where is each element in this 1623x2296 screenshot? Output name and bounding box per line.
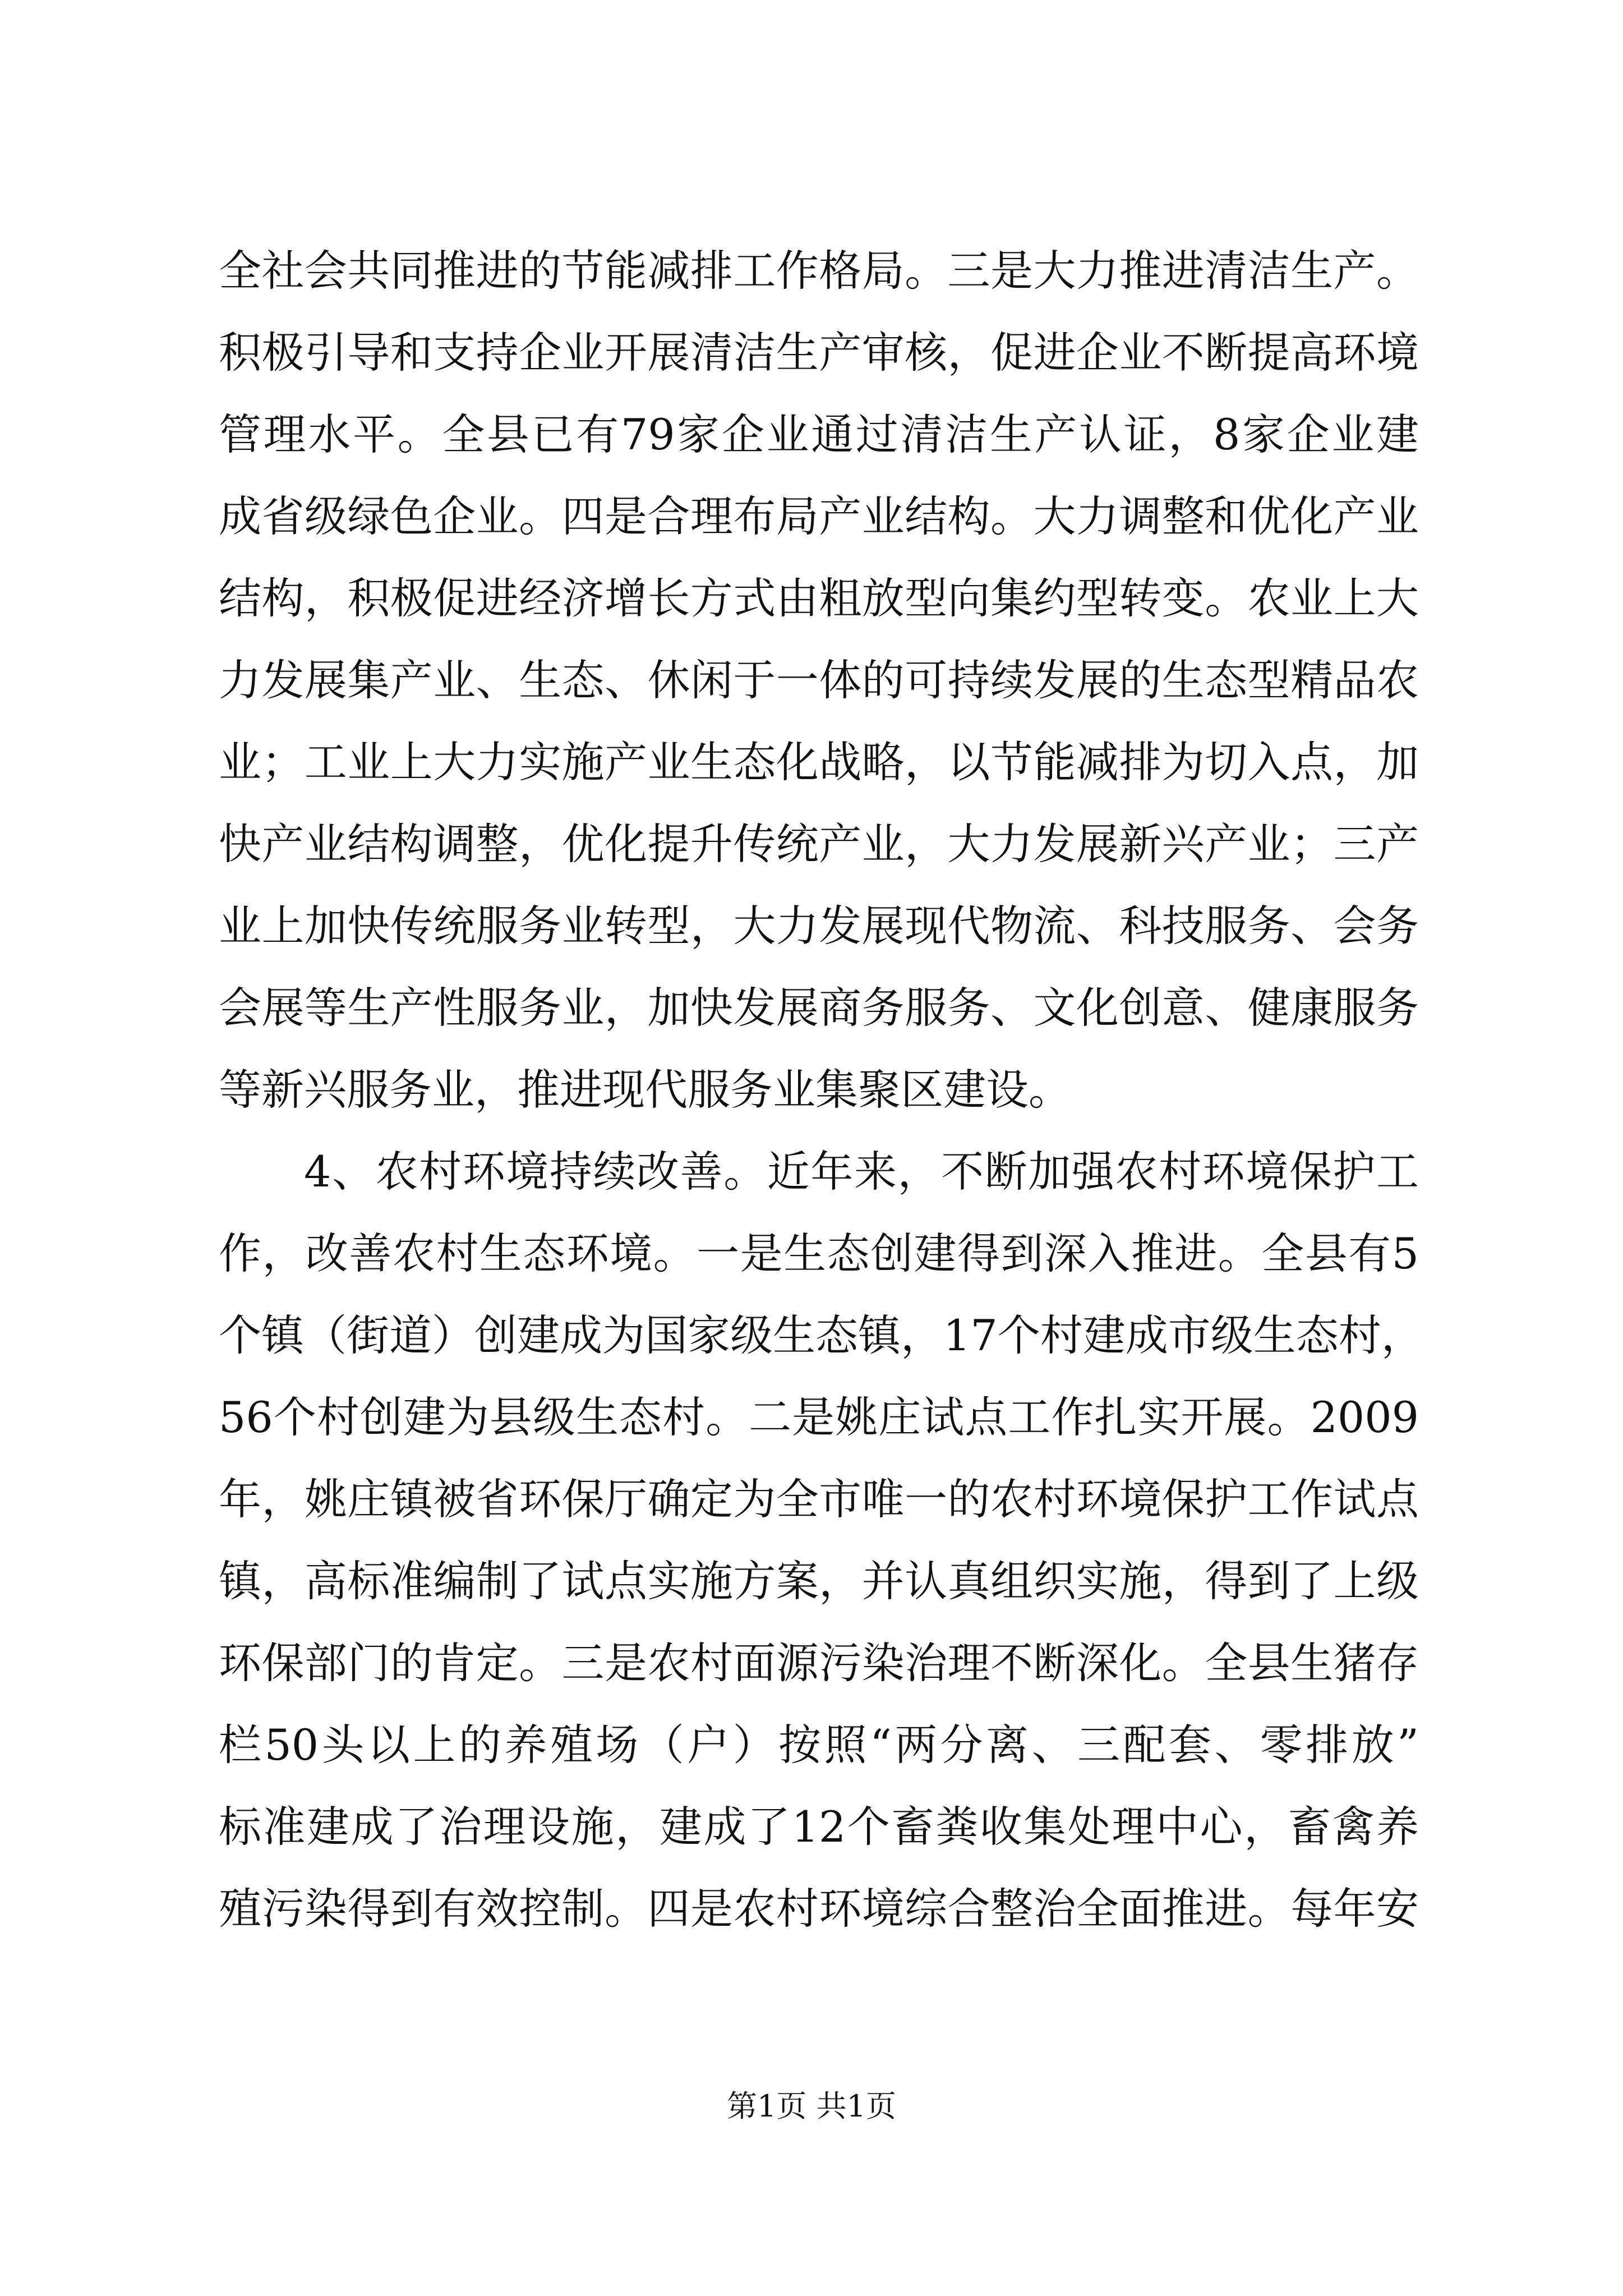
text-line: 镇，高标准编制了试点实施方案，并认真组织实施，得到了上级 bbox=[219, 1556, 1419, 1606]
text-line: 结构，积极促进经济增长方式由粗放型向集约型转变。农业上大 bbox=[219, 573, 1419, 623]
text-line: 快产业结构调整，优化提升传统产业，大力发展新兴产业；三产 bbox=[219, 819, 1419, 869]
text-line: 56个村创建为县级生态村。二是姚庄试点工作扎实开展。2009 bbox=[219, 1392, 1419, 1442]
text-line: 业；工业上大力实施产业生态化战略，以节能减排为切入点，加 bbox=[219, 737, 1419, 787]
text-line: 积极引导和支持企业开展清洁生产审核，促进企业不断提高环境 bbox=[219, 328, 1419, 378]
text-line: 等新兴服务业，推进现代服务业集聚区建设。 bbox=[219, 1065, 1071, 1115]
body-text bbox=[219, 230, 1424, 1950]
text-line: 4、农村环境持续改善。近年来，不断加强农村环境保护工 bbox=[304, 1147, 1419, 1197]
page-footer: 第1页 共1页 bbox=[727, 2088, 896, 2124]
text-line: 作，改善农村生态环境。一是生态创建得到深入推进。全县有5 bbox=[219, 1228, 1419, 1278]
text-line: 标准建成了治理设施，建成了12个畜粪收集处理中心，畜禽养 bbox=[219, 1802, 1419, 1852]
text-line: 年，姚庄镇被省环保厅确定为全市唯一的农村环境保护工作试点 bbox=[219, 1474, 1419, 1524]
text-line: 殖污染得到有效控制。四是农村环境综合整治全面推进。每年安 bbox=[219, 1884, 1419, 1934]
text-line: 栏50头以上的养殖场（户）按照“两分离、三配套、零排放” bbox=[219, 1720, 1419, 1770]
text-line: 会展等生产性服务业，加快发展商务服务、文化创意、健康服务 bbox=[219, 983, 1419, 1033]
text-line: 个镇（街道）创建成为国家级生态镇，17个村建成市级生态村， bbox=[219, 1310, 1424, 1360]
text-line: 成省级绿色企业。四是合理布局产业结构。大力调整和优化产业 bbox=[219, 491, 1419, 541]
text-line: 环保部门的肯定。三是农村面源污染治理不断深化。全县生猪存 bbox=[219, 1638, 1419, 1688]
text-line: 管理水平。全县已有79家企业通过清洁生产认证，8家企业建 bbox=[219, 409, 1419, 459]
text-line: 力发展集产业、生态、休闲于一体的可持续发展的生态型精品农 bbox=[219, 655, 1419, 705]
text-line: 业上加快传统服务业转型，大力发展现代物流、科技服务、会务 bbox=[219, 901, 1419, 951]
text-line: 全社会共同推进的节能减排工作格局。三是大力推进清洁生产。 bbox=[219, 246, 1419, 296]
